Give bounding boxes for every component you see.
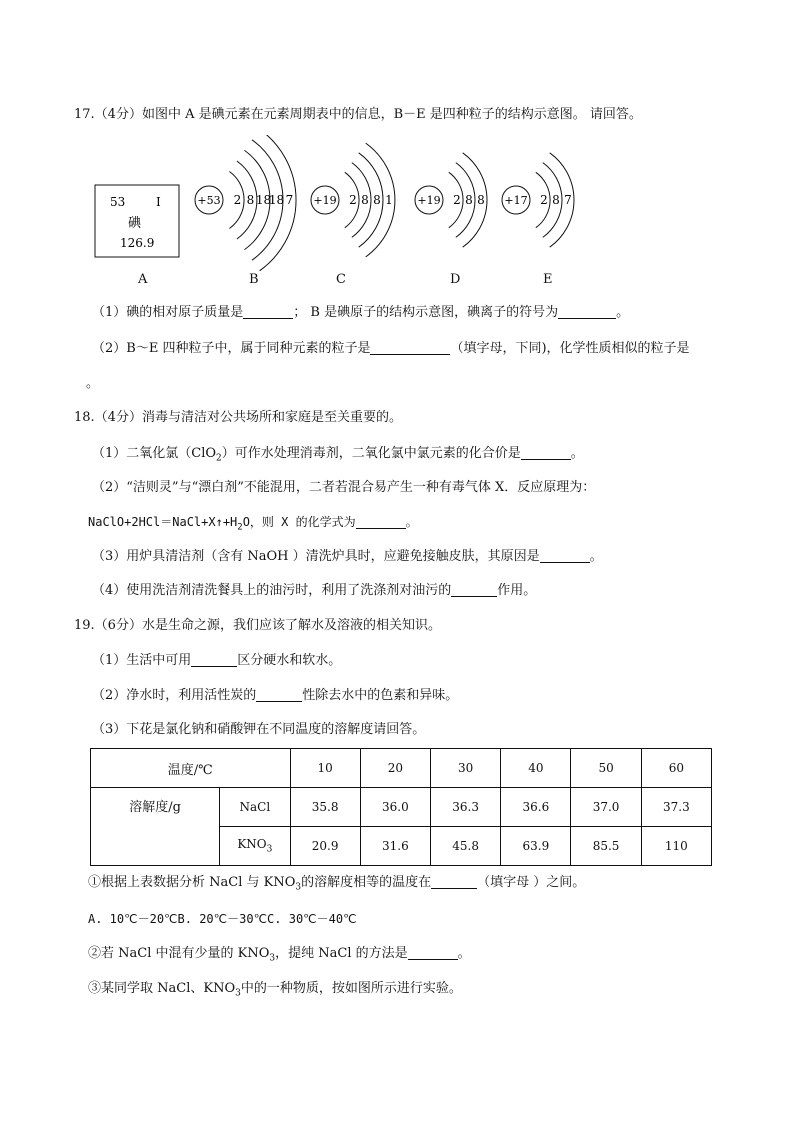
atoms-layer <box>195 135 574 271</box>
solubility-cell: 20.9 <box>290 827 360 866</box>
temp-cell: 30 <box>431 749 501 788</box>
shell-electron-count: 18 <box>255 193 272 207</box>
temp-cell: 10 <box>290 749 360 788</box>
shell-electron-count: 2 <box>349 193 357 207</box>
answer-blank[interactable] <box>451 582 497 597</box>
q19-sub3: ③某同学取 NaCl、$KNO_3$中的一种物质，按如图所示进行实验。 <box>88 981 462 999</box>
shell-electron-count: 7 <box>564 193 572 207</box>
shell-electron-count: 8 <box>477 193 485 207</box>
element-symbol: I <box>156 195 161 209</box>
solubility-cell: 37.3 <box>641 788 711 827</box>
figure-label-c: C <box>336 272 346 287</box>
q19-options: A. 10℃－20℃B. 20℃－30℃C. 30℃－40℃ <box>88 912 357 926</box>
q17-part1: （1）碘的相对原子质量是 ； B 是碘原子的结构示意图，碘离子的符号为 。 <box>92 305 630 320</box>
figure-label-e: E <box>543 272 553 287</box>
q19-sub1: ①根据上表数据分析 NaCl 与 $KNO_3$的溶解度相等的温度在 （填字母 ）之间。 <box>88 875 586 893</box>
solubility-cell: 37.0 <box>571 788 641 827</box>
q19-sub2: ②若 NaCl 中混有少量的 $KNO_3$，提纯 NaCl 的方法是 。 <box>88 946 471 964</box>
shell-electron-count: 2 <box>540 193 548 207</box>
temp-cell: 40 <box>501 749 571 788</box>
element-mass: 126.9 <box>120 236 155 250</box>
q18-part3: （3）用炉具清洁剂（含有 NaOH ）清洗炉具时，应避免接触皮肤，其原因是 。 <box>92 549 603 564</box>
answer-blank[interactable] <box>256 687 302 702</box>
q17-part2: （2）B～E 四种粒子中，属于同种元素的粒子是 （填字母，下同)，化学性质相似的粒子是 <box>92 341 690 356</box>
answer-blank[interactable] <box>408 945 458 960</box>
q19-part1: （1）生活中可用 区分硬水和软水。 <box>92 653 342 668</box>
temp-cell: 60 <box>641 749 711 788</box>
nuclear-charge: +53 <box>197 194 221 207</box>
solubility-cell: 110 <box>641 827 711 866</box>
q18-part2: （2）“洁则灵”与“漂白剂”不能混用，二者若混合易产生一种有毒气体 X．反应原理为： <box>92 480 596 495</box>
temp-cell: 20 <box>360 749 430 788</box>
solubility-table <box>90 748 712 866</box>
solubility-cell: 36.6 <box>501 788 571 827</box>
element-name: 碘 <box>128 216 142 231</box>
solubility-cell: 36.0 <box>360 788 430 827</box>
substance-name: NaCl <box>220 788 290 827</box>
answer-blank[interactable] <box>431 874 477 889</box>
atom-structure-figure <box>88 135 728 295</box>
answer-blank[interactable] <box>243 304 293 319</box>
substance-name: $KNO_3$ <box>220 827 290 866</box>
q19-stem: 19.（6分）水是生命之源，我们应该了解水及溶液的相关知识。 <box>74 618 441 633</box>
q18-part4: （4）使用洗洁剂清洗餐具上的油污时，利用了洗涤剂对油污的 作用。 <box>92 583 537 598</box>
answer-blank[interactable] <box>558 304 616 319</box>
q19-part3: （3）下花是氯化钠和硝酸钾在不同温度的溶解度请回答。 <box>92 722 426 737</box>
solubility-cell: 63.9 <box>501 827 571 866</box>
q18-equation: $NaClO+2HCl=NaCl+X↑+H_2O$，则 X 的化学式为 。 <box>88 515 418 533</box>
shell-electron-count: 8 <box>552 193 560 207</box>
solubility-cell: 36.3 <box>431 788 501 827</box>
answer-blank[interactable] <box>356 514 406 529</box>
q18-stem: 18.（4分）消毒与清洁对公共场所和家庭是至关重要的。 <box>74 410 402 425</box>
shell-electron-count: 8 <box>361 193 369 207</box>
shell-electron-count: 1 <box>385 193 393 207</box>
solubility-header: 溶解度/g <box>91 788 220 866</box>
solubility-cell: 35.8 <box>290 788 360 827</box>
q18-part1: （1）二氧化氯（ClO$_2$）可作水处理消毒剂，二氧化氯中氯元素的化合价是 。 <box>92 446 584 464</box>
answer-blank[interactable] <box>370 340 450 355</box>
answer-blank[interactable] <box>521 445 571 460</box>
nuclear-charge: +19 <box>313 194 337 207</box>
answer-blank[interactable] <box>191 652 237 667</box>
temp-header: 温度/℃ <box>91 749 291 788</box>
solubility-cell: 85.5 <box>571 827 641 866</box>
q17-stem: 17.（4分）如图中 A 是碘元素在元素周期表中的信息，B－E 是四种粒子的结构示意图。 请回答。 <box>74 107 642 122</box>
temp-cell: 50 <box>571 749 641 788</box>
shell-electron-count: 2 <box>233 193 242 207</box>
shell-electron-count: 8 <box>373 193 381 207</box>
solubility-cell: 45.8 <box>431 827 501 866</box>
shell-electron-count: 18 <box>268 193 285 207</box>
answer-blank[interactable] <box>540 548 590 563</box>
figure-label-a: A <box>138 272 148 287</box>
element-number: 53 <box>110 195 126 209</box>
nuclear-charge: +19 <box>417 194 441 207</box>
shell-electron-count: 7 <box>285 193 294 207</box>
figure-label-b: B <box>249 272 259 287</box>
shell-electron-count: 8 <box>246 193 255 207</box>
q19-part2: （2）净水时，利用活性炭的 性除去水中的色素和异味。 <box>92 688 459 703</box>
shell-electron-count: 2 <box>453 193 461 207</box>
q17-part2-end: 。 <box>86 376 100 391</box>
shell-electron-count: 8 <box>465 193 473 207</box>
solubility-cell: 31.6 <box>360 827 430 866</box>
figure-label-d: D <box>450 272 461 287</box>
nuclear-charge: +17 <box>504 194 528 207</box>
